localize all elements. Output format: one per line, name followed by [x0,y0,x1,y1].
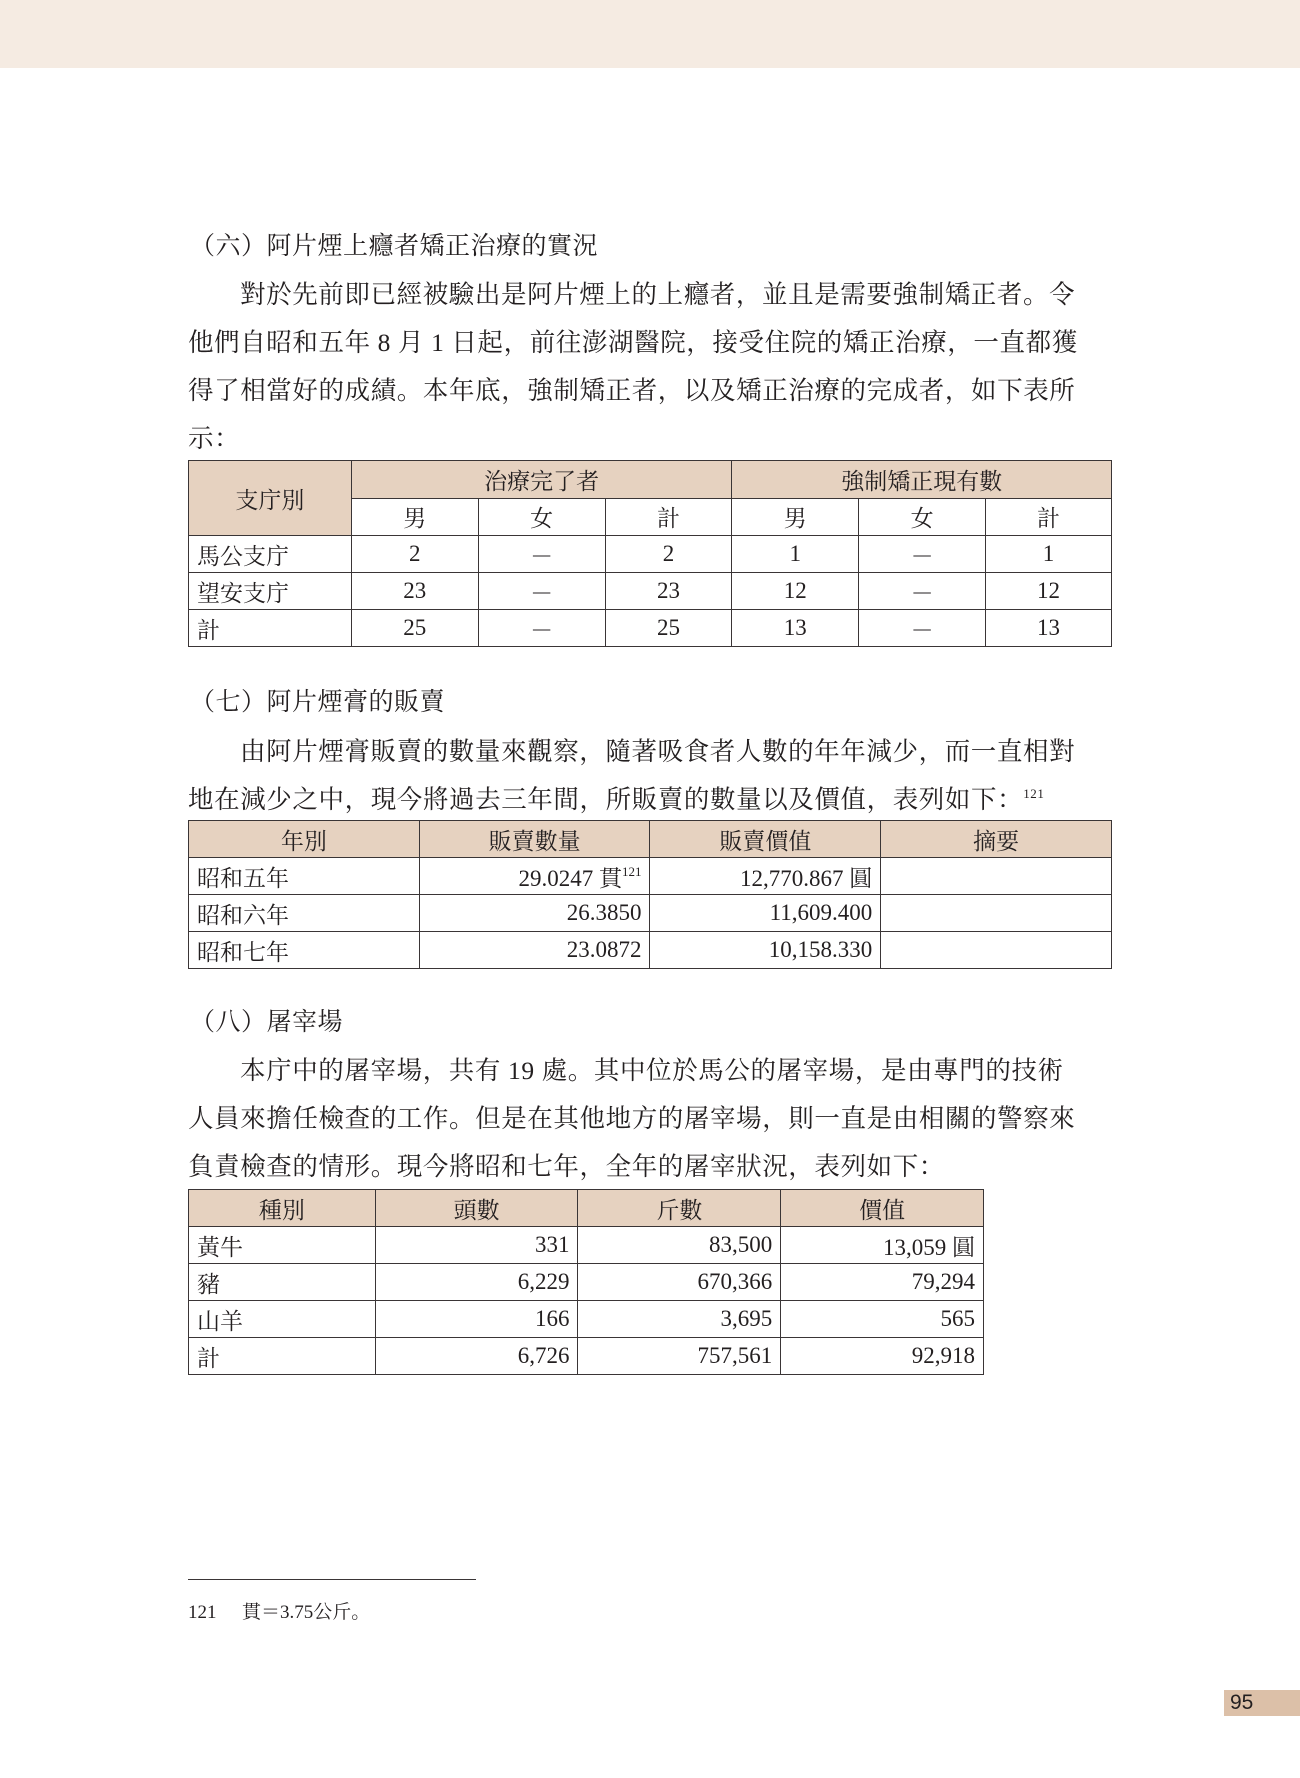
paragraph-line: 對於先前即已經被驗出是阿片煙上的上癮者，並且是需要強制矯正者。令 [240,280,1076,309]
catty-cell: 670,366 [578,1264,781,1301]
cell: － [859,573,986,610]
row-label: 計 [189,610,352,647]
value-cell: 565 [781,1301,984,1338]
paragraph-line: 由阿片煙膏販賣的數量來觀察，隨著吸食者人數的年年減少，而一直相對 [240,737,1076,766]
cell: 23 [605,573,732,610]
group-header-completed: 治療完了者 [351,461,732,499]
paragraph-text: 地在減少之中，現今將過去三年間，所販賣的數量以及價值，表列如下： [188,785,1024,814]
value-cell: 11,609.400 [650,895,881,932]
row-label: 馬公支庁 [189,536,352,573]
table-row [189,536,1112,573]
note-cell [881,858,1112,895]
page-number: 95 [1230,1691,1254,1714]
cell: 2 [605,536,732,573]
section7-heading: （七）阿片煙膏的販賣 [190,689,446,716]
cell: － [859,610,986,647]
header-catty: 斤數 [578,1190,781,1227]
table-row [189,858,1112,895]
paragraph-line: 人員來擔任檢查的工作。但是在其他地方的屠宰場，則一直是由相關的警察來 [188,1104,1076,1133]
head-cell: 6,726 [375,1338,578,1375]
row-label: 望安支庁 [189,573,352,610]
sub-header: 女 [478,498,605,536]
cell: 13 [732,610,859,647]
cell: － [478,536,605,573]
paragraph-line: 示： [188,424,241,453]
paragraph-line: 他們自昭和五年 8 月 1 日起，前往澎湖醫院，接受住院的矯正治療，一直都獲 [188,328,1078,357]
kind-cell: 計 [189,1338,376,1375]
section8-heading: （八）屠宰場 [190,1009,344,1036]
header-head: 頭數 [375,1190,578,1227]
cell: 2 [351,536,478,573]
head-cell: 166 [375,1301,578,1338]
sub-header: 男 [732,498,859,536]
value-cell: 10,158.330 [650,932,881,969]
value-cell: 13,059 圓 [781,1227,984,1264]
table-row [189,1338,984,1375]
header-note: 摘要 [881,821,1112,858]
year-cell: 昭和七年 [189,932,420,969]
cell: 25 [605,610,732,647]
paragraph-line: 負責檢查的情形。現今將昭和七年，全年的屠宰狀況，表列如下： [188,1152,945,1181]
table-row [189,1227,984,1264]
opium-sales-table [188,820,1112,969]
sub-header: 女 [859,498,986,536]
footnote-divider [188,1579,476,1580]
catty-cell: 757,561 [578,1338,781,1375]
cell: 12 [732,573,859,610]
cell: － [478,573,605,610]
section6-paragraph [188,271,1113,463]
cell: 1 [732,536,859,573]
table-row [189,895,1112,932]
table-row [189,1301,984,1338]
header-value: 販賣價值 [650,821,881,858]
value-cell: 12,770.867 圓 [650,858,881,895]
kind-cell: 山羊 [189,1301,376,1338]
catty-cell: 83,500 [578,1227,781,1264]
cell: 1 [986,536,1112,573]
value-cell: 92,918 [781,1338,984,1375]
cell: 23 [351,573,478,610]
head-cell: 331 [375,1227,578,1264]
note-cell [881,932,1112,969]
cell: 25 [351,610,478,647]
sub-header: 計 [605,498,732,536]
footnote-text: 貫＝3.75公斤。 [242,1602,371,1623]
header-kind: 種別 [189,1190,376,1227]
treatment-table [188,460,1112,647]
qty-cell: 23.0872 [419,932,650,969]
year-cell: 昭和五年 [189,858,420,895]
head-cell: 6,229 [375,1264,578,1301]
table-row [189,932,1112,969]
cell: － [478,610,605,647]
qty-cell [419,858,650,895]
section7-paragraph [188,728,1113,824]
note-cell [881,895,1112,932]
cell: 13 [986,610,1112,647]
year-cell: 昭和六年 [189,895,420,932]
table-row [189,573,1112,610]
section8-paragraph [188,1047,1113,1191]
sub-header: 計 [986,498,1112,536]
slaughter-table [188,1189,984,1375]
paragraph-line: 得了相當好的成績。本年底，強制矯正者，以及矯正治療的完成者，如下表所 [188,376,1076,405]
footnote-ref: 121 [621,863,642,879]
kind-cell: 豬 [189,1264,376,1301]
cell: 12 [986,573,1112,610]
col-header-branch: 支庁別 [189,461,352,536]
paragraph-line: 本庁中的屠宰場，共有 19 處。其中位於馬公的屠宰場，是由專門的技術 [240,1056,1064,1085]
top-band [0,0,1300,68]
footnote [188,1597,370,1624]
cell: － [859,536,986,573]
paragraph-line [188,776,1113,824]
header-qty: 販賣數量 [419,821,650,858]
qty-text: 29.0247 貫 [518,865,622,891]
sub-header: 男 [351,498,478,536]
table-row [189,1264,984,1301]
value-cell: 79,294 [781,1264,984,1301]
footnote-number: 121 [188,1602,217,1623]
header-year: 年別 [189,821,420,858]
footnote-ref: 121 [1023,786,1045,801]
header-value: 價值 [781,1190,984,1227]
section6-heading: （六）阿片煙上癮者矯正治療的實況 [190,233,599,260]
table-row [189,610,1112,647]
catty-cell: 3,695 [578,1301,781,1338]
group-header-current: 強制矯正現有數 [732,461,1112,499]
kind-cell: 黃牛 [189,1227,376,1264]
qty-cell: 26.3850 [419,895,650,932]
